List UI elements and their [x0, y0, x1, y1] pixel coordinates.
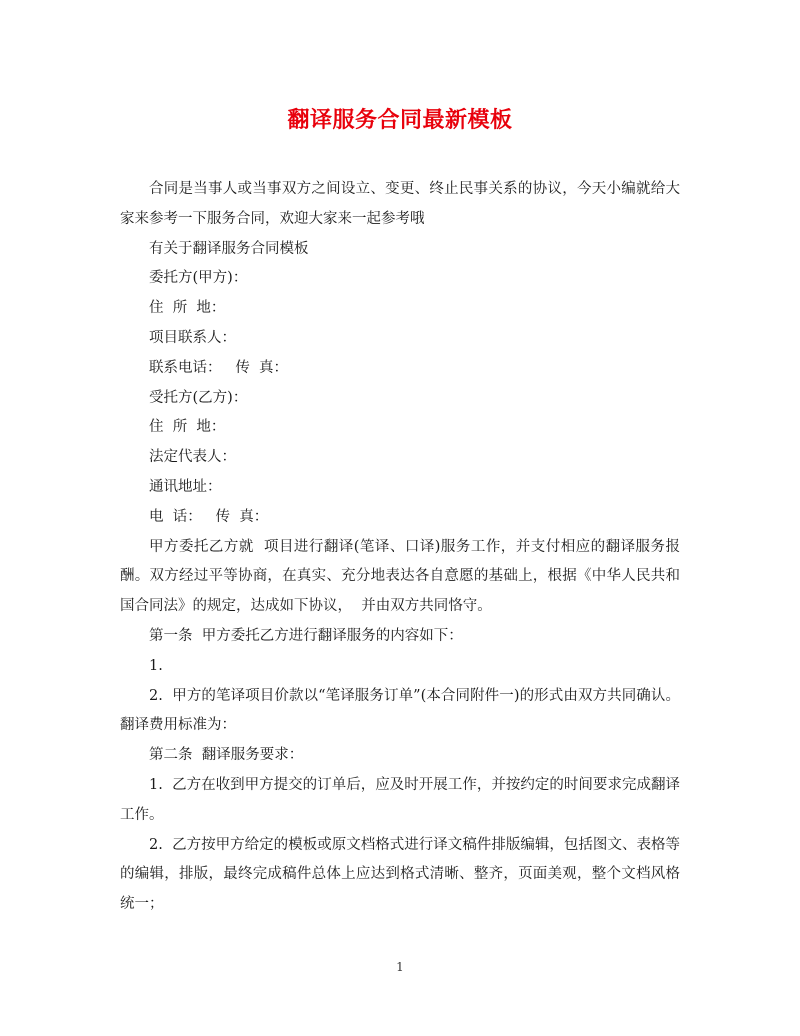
- article-1-heading: 第一条 甲方委托乙方进行翻译服务的内容如下：: [149, 627, 463, 644]
- article-1-item-2: 2. 甲方的笔译项目价款以“笔译服务订单”(本合同附件一)的形式由双方共同确认。翻译费用标准为：: [120, 687, 680, 734]
- paragraph-agreement: 甲方委托乙方就 项目进行翻译(笔译、口译)服务工作，并支付相应的翻译服务报酬。双方经过平等协商，在真实、充分地表达各自意愿的基础上，根据《中华人民共和国合同法》的规定，达成如下协议， 并由双方共同恪守。: [120, 538, 680, 615]
- field-mailing-address: 通讯地址：: [149, 478, 222, 495]
- field-party-a-address: 住 所 地：: [149, 300, 226, 317]
- field-party-a: 委托方(甲方)：: [149, 270, 248, 287]
- document-title: 翻译服务合同最新模板: [287, 107, 513, 133]
- article-2-item-1: 1. 乙方在收到甲方提交的订单后，应及时开展工作，并按约定的时间要求完成翻译工作。: [120, 776, 680, 823]
- field-legal-representative: 法定代表人：: [149, 449, 236, 466]
- article-2-item-2: 2. 乙方按甲方给定的模板或原文档格式进行译文稿件排版编辑，包括图文、表格等的编辑，排版，最终完成稿件总体上应达到格式清晰、整齐，页面美观，整个文档风格统一；: [120, 836, 680, 913]
- field-party-a-phone-fax: 联系电话： 传 真：: [149, 359, 289, 376]
- paragraph-subtitle: 有关于翻译服务合同模板: [149, 240, 309, 257]
- field-party-b-address: 住 所 地：: [149, 419, 226, 436]
- field-party-b: 受托方(乙方)：: [149, 389, 248, 406]
- article-2-heading: 第二条 翻译服务要求：: [149, 747, 304, 764]
- article-1-item-1: 1.: [149, 657, 163, 674]
- field-project-contact: 项目联系人：: [149, 329, 236, 346]
- page-number: 1: [396, 960, 404, 974]
- paragraph-intro: 合同是当事人或当事双方之间设立、变更、终止民事关系的协议，今天小编就给大家来参考一下服务合同，欢迎大家来一起参考哦: [120, 181, 680, 227]
- field-party-b-phone-fax: 电 话： 传 真：: [149, 508, 269, 525]
- document-body: [120, 175, 680, 920]
